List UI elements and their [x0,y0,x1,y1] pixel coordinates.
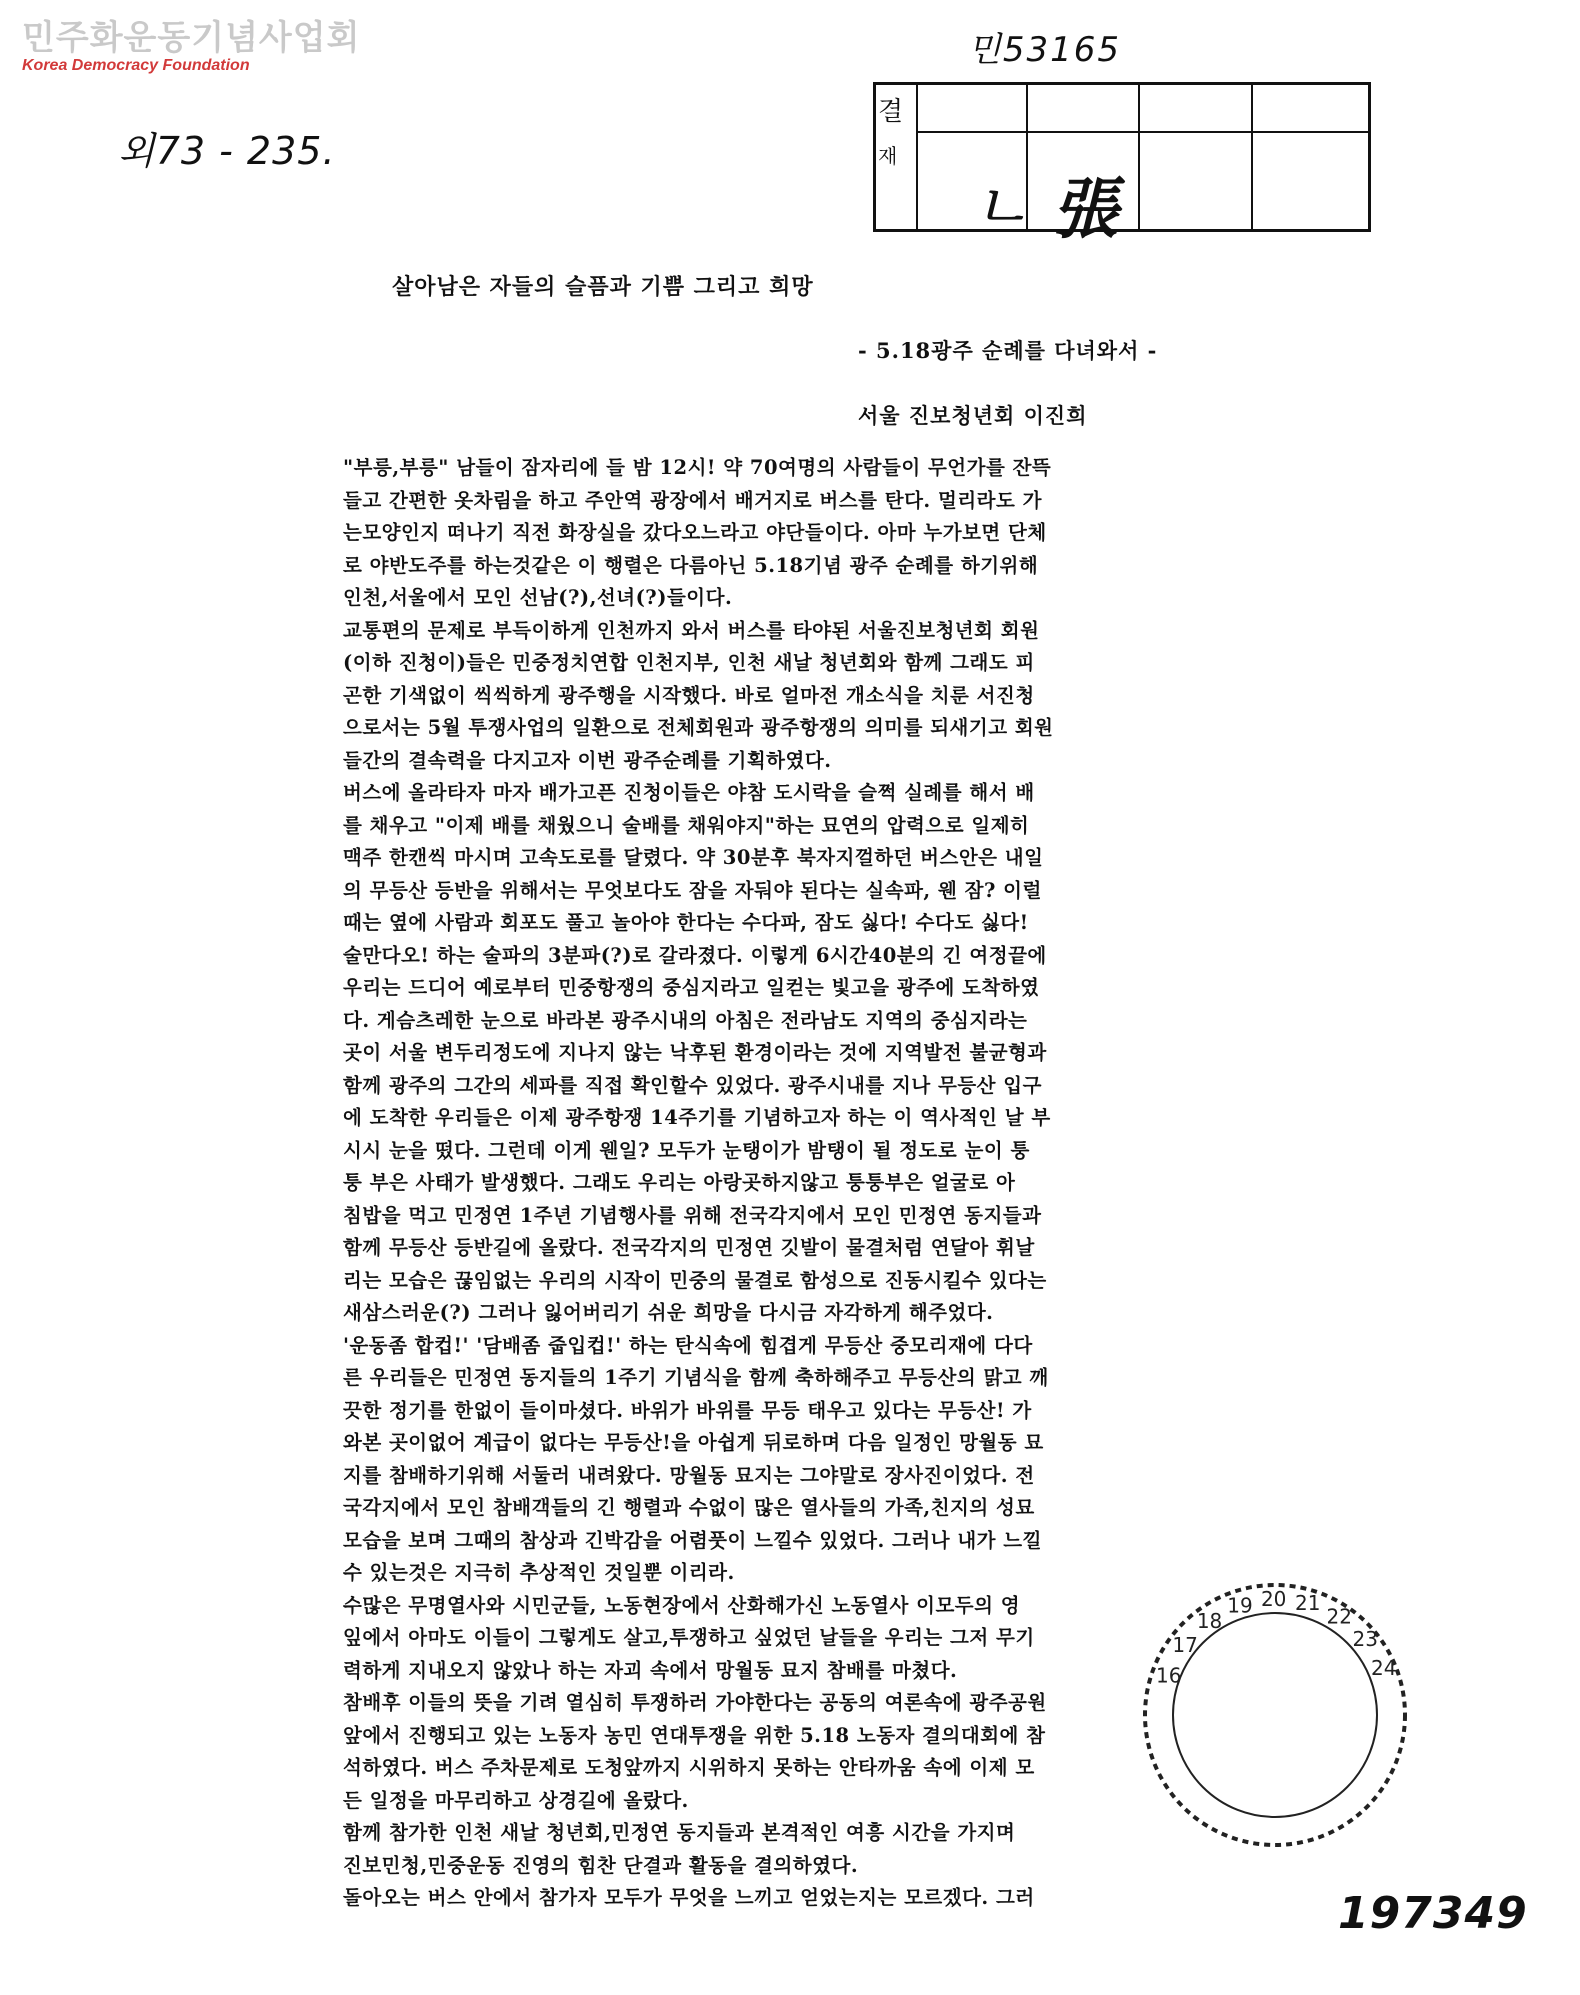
body-line: 으로서는 5월 투쟁사업의 일환으로 전체회원과 광주항쟁의 의미를 되새기고 회원 [343,716,1054,739]
approval-label-bottom: 재 [878,143,898,168]
approval-label [878,98,903,167]
body-line: 퉁 부은 사태가 발생했다. 그래도 우리는 아랑곳하지않고 퉁퉁부은 얼굴로 아 [343,1171,1016,1194]
body-line: 와본 곳이없어 계급이 없다는 무등산!을 아쉽게 뒤로하며 다음 일정인 망월동 묘 [343,1431,1044,1454]
document-body [343,452,1243,1915]
body-line: 리는 모습은 끊임없는 우리의 시작이 민중의 물결로 함성으로 진동시킬수 있다는 [343,1268,1047,1292]
body-line: 인천,서울에서 모인 선남(?),선녀(?)들이다. [343,586,733,609]
body-line: 곳이 서울 변두리정도에 지나지 않는 낙후된 환경이라는 것에 지역발전 불균형과 [343,1041,1047,1064]
body-line: 참배후 이들의 뜻을 기려 열심히 투쟁하러 가야한다는 공동의 여론속에 광주공원 [343,1691,1047,1714]
body-line: 때는 옆에 사람과 회포도 풀고 놀아야 한다는 수다파, 잠도 싫다! 수다도 싫다! [343,911,1029,934]
handwritten-archive-number: 197349 [1338,1888,1528,1939]
body-line: 침밥을 먹고 민정연 1주년 기념행사를 위해 전국각지에서 모인 민정연 동지들과 [343,1203,1042,1227]
stamp-number: 18 [1196,1609,1223,1634]
watermark-english-name: Korea Democracy Foundation [22,57,250,74]
approval-box [873,82,1371,232]
stamp-number: 16 [1155,1663,1182,1688]
body-line: (이하 진청이)들은 민중정치연합 인천지부, 인천 새날 청년회와 함께 그래도 피 [343,651,1035,674]
body-line: 교통편의 문제로 부득이하게 인천까지 와서 버스를 타야된 서울진보청년회 회원 [343,618,1040,642]
body-line: 른 우리들은 민정연 동지들의 1주기 기념식을 함께 축하해주고 무등산의 맑고 깨 [343,1366,1049,1389]
body-line: 함께 무등산 등반길에 올랐다. 전국각지의 민정연 깃발이 물결처럼 연달아 휘날 [343,1236,1035,1259]
date-stamp [1130,1570,1420,1860]
body-line: 끗한 정기를 한없이 들이마셨다. 바위가 바위를 무등 태우고 있다는 무등산! 가 [343,1398,1032,1422]
body-line: 든 일정을 마무리하고 상경길에 올랐다. [343,1788,689,1812]
document-subtitle: - 5.18광주 순례를 다녀와서 - [858,338,1158,363]
body-line: 로 야반도주를 하는것같은 이 행렬은 다름아닌 5.18기념 광주 순례를 하기위해 [343,553,1039,577]
body-line: 돌아오는 버스 안에서 참가자 모두가 무엇을 느끼고 얻었는지는 모르겠다. 그러 [343,1886,1035,1909]
body-line: 의 무등산 등반을 위해서는 무엇보다도 잠을 자둬야 된다는 실속파, 웬 잠? 이럴 [343,878,1042,902]
body-line: 함께 광주의 그간의 세파를 직접 확인할수 있었다. 광주시내를 지나 무등산 입구 [343,1073,1042,1097]
document-author: 서울 진보청년회 이진희 [858,403,1088,428]
body-line: 모습을 보며 그때의 참상과 긴박감을 어렴풋이 느낄수 있었다. 그러나 내가 느낄 [343,1528,1042,1552]
body-line: 함께 참가한 인천 새날 청년회,민정연 동지들과 본격적인 여흥 시간을 가지며 [343,1821,1016,1844]
body-line: 를 채우고 "이제 배를 채웠으니 술배를 채워야지"하는 묘연의 압력으로 일제히 [343,813,1030,837]
body-line: "부릉,부릉" 남들이 잠자리에 들 밤 12시! 약 70여명의 사람들이 무언가를 잔뜩 [343,456,1052,479]
foundation-watermark [22,18,360,76]
body-line: '운동좀 합컵!' '담배좀 줍입컵!' 하는 탄식속에 힘겹게 무등산 중모리재에 다다 [343,1333,1033,1357]
body-line: 수많은 무명열사와 시민군들, 노동현장에서 산화해가신 노동열사 이모두의 영 [343,1593,1021,1617]
stamp-number: 19 [1227,1593,1253,1618]
body-line: 진보민청,민중운동 진영의 힘찬 단결과 활동을 결의하였다. [343,1853,859,1877]
approval-signature-1: ㄴ [970,171,1032,245]
handwritten-ref-number: 외73 - 235. [118,129,336,173]
stamp-number: 23 [1352,1626,1378,1651]
body-line: 는모양인지 떠나기 직전 화장실을 갔다오느라고 야단들이다. 아마 누가보면 단체 [343,521,1047,544]
body-line: 에 도착한 우리들은 이제 광주항쟁 14주기를 기념하고자 하는 이 역사적인 날 부 [343,1106,1051,1129]
body-line: 잎에서 아마도 이들이 그렇게도 살고,투쟁하고 싶었던 날들을 우리는 그저 무기 [343,1626,1035,1649]
document-title: 살아남은 자들의 슬픔과 기쁨 그리고 희망 [392,274,814,300]
body-line: 시시 눈을 떴다. 그런데 이게 웬일? 모두가 눈탱이가 밤탱이 될 정도로 눈이 퉁 [343,1138,1030,1162]
stamp-number: 22 [1326,1604,1352,1629]
body-line: 술만다오! 하는 술파의 3분파(?)로 갈라졌다. 이렇게 6시간40분의 긴 여정끝에 [343,943,1047,967]
body-line: 다. 게슴츠레한 눈으로 바라본 광주시내의 아침은 전라남도 지역의 중심지라는 [343,1008,1028,1032]
body-line: 들간의 결속력을 다지고자 이번 광주순례를 기획하였다. [343,748,832,772]
handwritten-doc-number: 민53165 [968,30,1122,70]
body-line: 버스에 올라타자 마자 배가고픈 진청이들은 야참 도시락을 슬쩍 실례를 해서 배 [343,781,1035,804]
body-line: 국각지에서 모인 참배객들의 긴 행렬과 수없이 많은 열사들의 가족,친지의 성묘 [343,1496,1035,1519]
body-line: 곤한 기색없이 씩씩하게 광주행을 시작했다. 바로 얼마전 개소식을 치룬 서진청 [343,683,1035,707]
approval-label-top: 결 [878,97,904,127]
body-line: 석하였다. 버스 주차문제로 도청앞까지 시위하지 못하는 안타까움 속에 이제 모 [343,1756,1035,1779]
stamp-number: 21 [1295,1590,1321,1615]
body-line: 앞에서 진행되고 있는 노동자 농민 연대투쟁을 위한 5.18 노동자 결의대회에 참 [343,1723,1046,1747]
body-line: 력하게 지내오지 않았나 하는 자괴 속에서 망월동 묘지 참배를 마쳤다. [343,1658,958,1682]
body-line: 지를 참배하기위해 서둘러 내려왔다. 망월동 묘지는 그야말로 장사진이었다. 전 [343,1463,1035,1487]
watermark-korean-name: 민주화운동기념사업회 [22,18,361,58]
body-line: 수 있는것은 지극히 추상적인 것일뿐 이리라. [343,1561,735,1584]
stamp-number: 24 [1370,1655,1397,1680]
body-line: 우리는 드디어 예로부터 민중항쟁의 중심지라고 일컫는 빛고을 광주에 도착하였 [343,976,1040,999]
body-line: 들고 간편한 옷차림을 하고 주안역 광장에서 배거지로 버스를 탄다. 멀리라도 가 [343,488,1042,512]
body-line: 맥주 한캔씩 마시며 고속도로를 달렸다. 약 30분후 북자지껄하던 버스안은 내일 [343,846,1044,869]
stamp-number: 17 [1172,1633,1198,1658]
stamp-number: 20 [1260,1587,1287,1612]
approval-signature-2: 張 [1052,171,1118,248]
body-line: 새삼스러운(?) 그러나 잃어버리기 쉬운 희망을 다시금 자각하게 해주었다. [343,1301,994,1324]
